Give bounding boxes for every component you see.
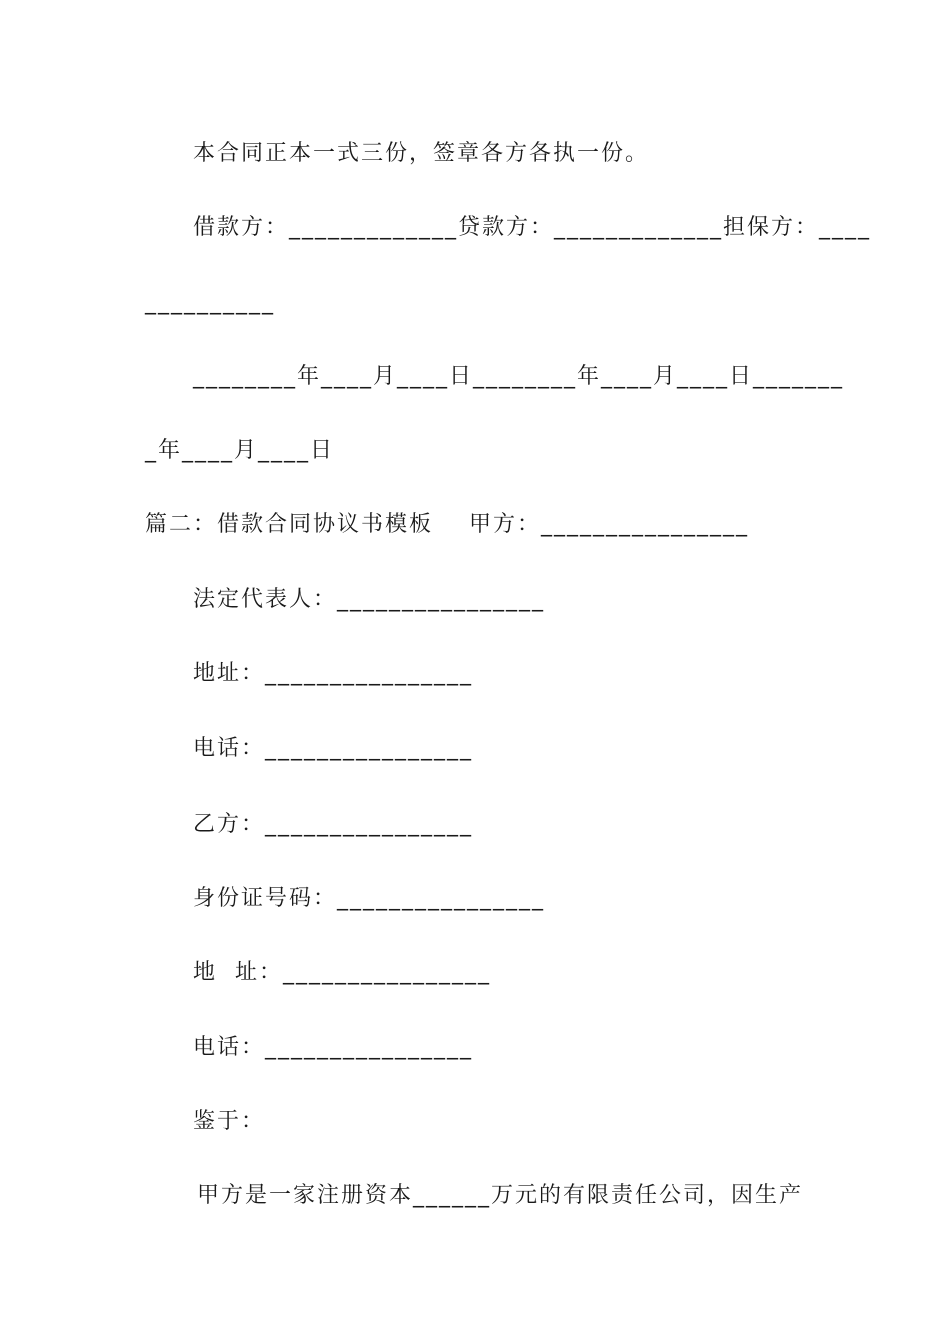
party-a-phone-field: 电话：________________ [193,736,474,761]
party-b-field: 乙方：________________ [193,812,474,837]
party-a-address-field: 地址：________________ [193,661,474,686]
signatory-parties-continuation: __________ [145,290,275,315]
copies-clause: 本合同正本一式三份，签章各方各执一份。 [193,141,650,166]
id-number-field: 身份证号码：________________ [193,886,546,911]
party-b-address-field: 地 址：________________ [193,960,491,985]
whereas-clause: 甲方是一家注册资本______万元的有限责任公司，因生产 [197,1183,804,1208]
signatory-parties-line: 借款方：_____________贷款方：_____________担保方：____ [193,215,872,240]
signature-dates-continuation: _年____月____日 [145,438,335,463]
signature-dates-line: ________年____月____日________年____月____日_______ [193,364,845,389]
legal-representative-field: 法定代表人：________________ [193,587,546,612]
section-heading: 篇二：借款合同协议书模板 甲方：________________ [145,512,749,537]
whereas-heading: 鉴于： [193,1109,266,1134]
party-b-phone-field: 电话：________________ [193,1035,474,1060]
